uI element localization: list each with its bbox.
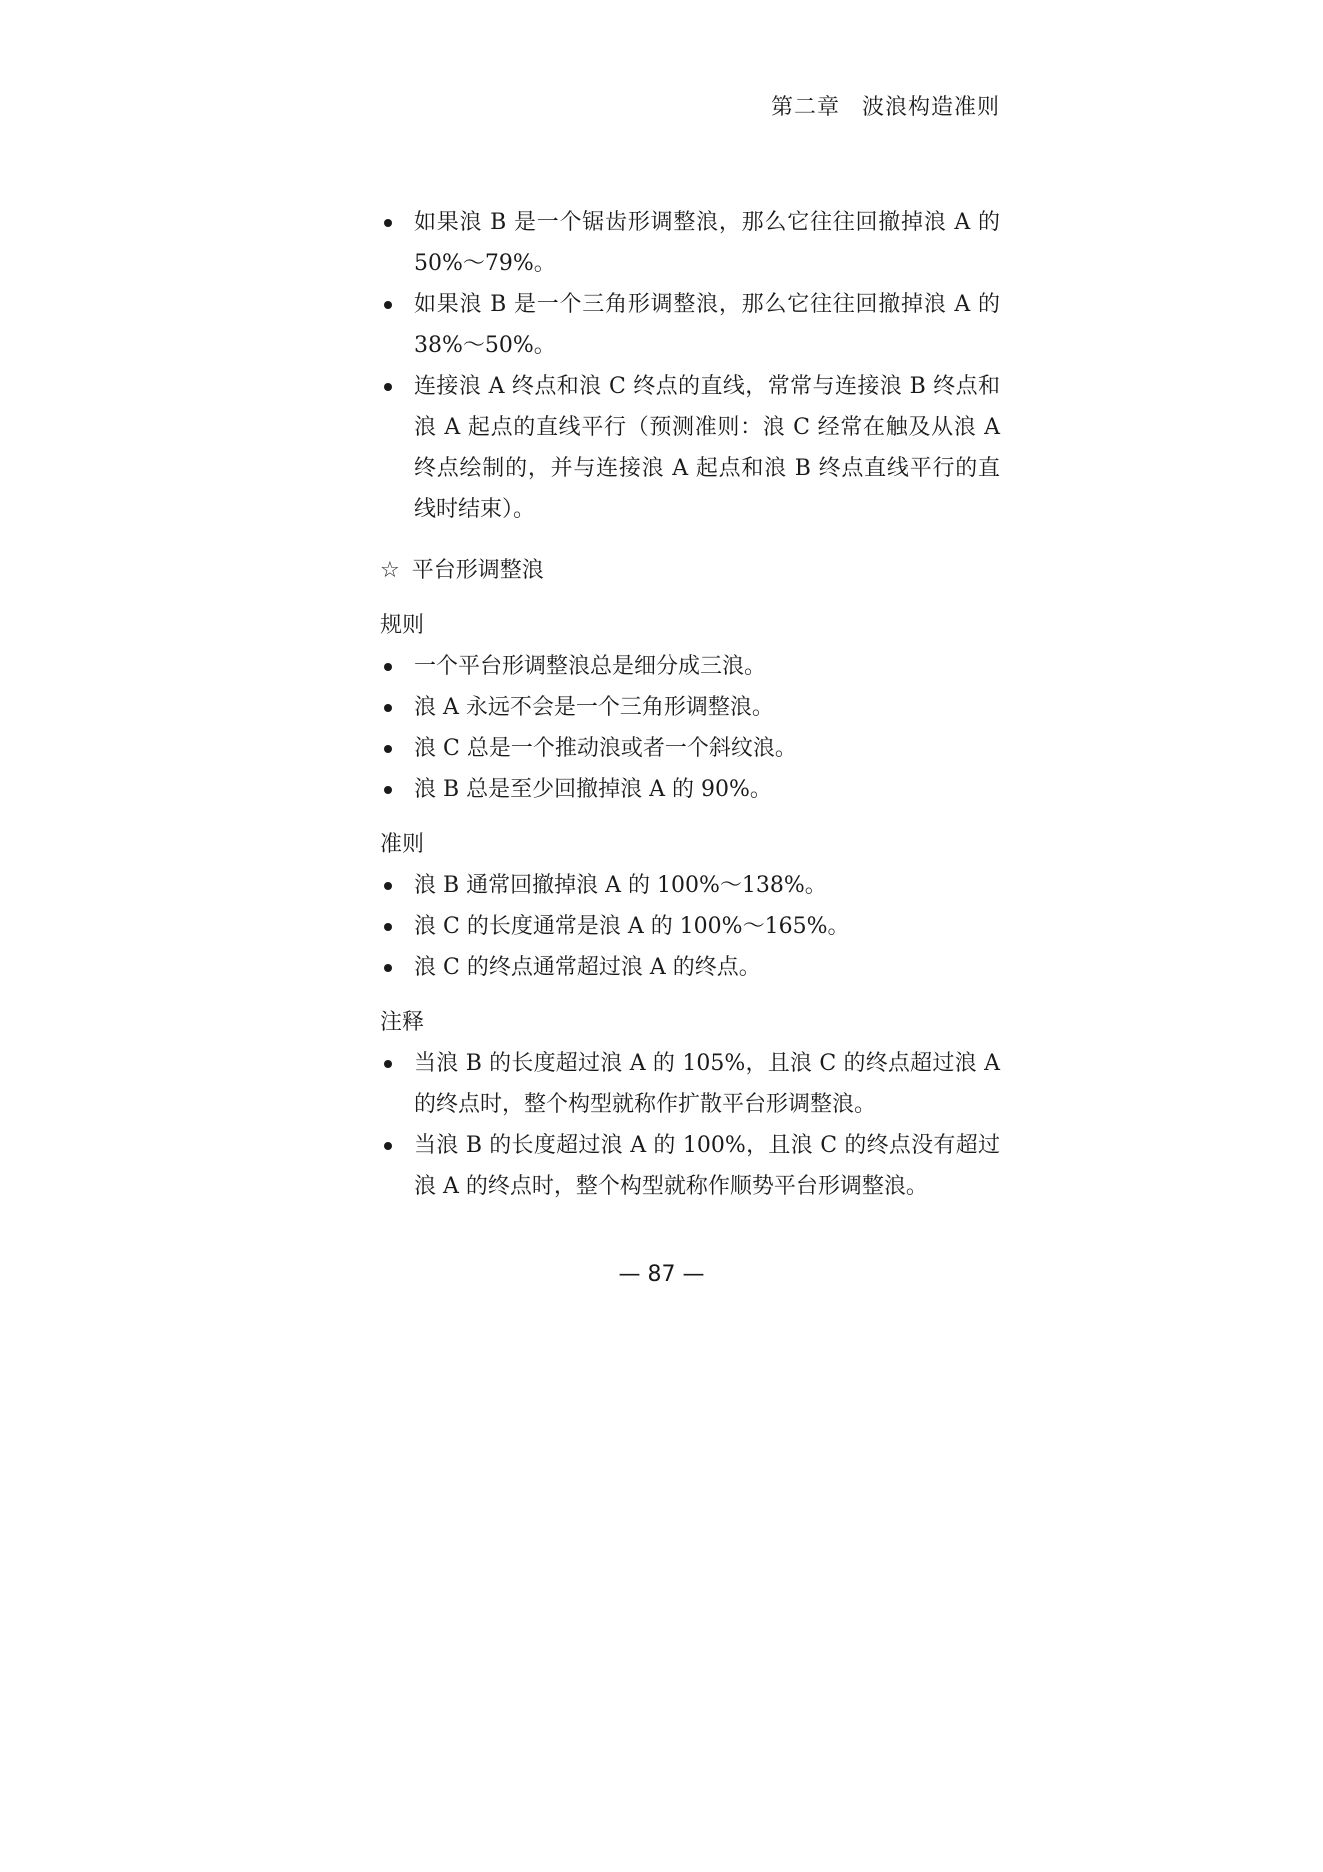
intro-bullet-list: [380, 202, 1000, 530]
notes-heading: 注释: [380, 1010, 425, 1035]
list-item: [380, 865, 1000, 906]
section-title: 平台形调整浪: [411, 558, 544, 583]
chapter-label: 第二章: [770, 95, 840, 120]
bullet-icon: [384, 301, 392, 309]
bullet-icon: [384, 663, 392, 671]
guidelines-heading: 准则: [380, 832, 425, 857]
page-body: [380, 202, 1000, 1207]
list-item-text: 如果浪 B 是一个三角形调整浪，那么它往往回撤掉浪 A 的 38%～50%。: [414, 292, 1000, 358]
list-item: [380, 284, 1000, 366]
bullet-icon: [384, 383, 392, 391]
list-item-text: 如果浪 B 是一个锯齿形调整浪，那么它往往回撤掉浪 A 的 50%～79%。: [414, 210, 1000, 276]
list-item: [380, 906, 1000, 947]
bullet-icon: [384, 219, 392, 227]
list-item-text: 浪 C 总是一个推动浪或者一个斜纹浪。: [414, 736, 797, 761]
section-heading: [380, 550, 1000, 591]
list-item-text: 浪 B 总是至少回撤掉浪 A 的 90%。: [414, 777, 772, 802]
bullet-icon: [384, 1142, 392, 1150]
list-item: [380, 366, 1000, 530]
list-item: [380, 1043, 1000, 1125]
bullet-icon: [384, 923, 392, 931]
rules-heading: 规则: [380, 613, 425, 638]
bullet-icon: [384, 704, 392, 712]
list-item-text: 当浪 B 的长度超过浪 A 的 105%，且浪 C 的终点超过浪 A 的终点时，整个构型就称作扩散平台形调整浪。: [414, 1051, 1000, 1117]
bullet-icon: [384, 882, 392, 890]
list-item: [380, 1125, 1000, 1207]
list-item-text: 浪 B 通常回撤掉浪 A 的 100%～138%。: [414, 873, 827, 898]
list-item-text: 浪 A 永远不会是一个三角形调整浪。: [414, 695, 774, 720]
rules-list: [380, 646, 1000, 810]
bullet-icon: [384, 745, 392, 753]
list-item: [380, 947, 1000, 988]
running-header: [771, 90, 1000, 121]
guidelines-list: [380, 865, 1000, 988]
list-item-text: 连接浪 A 终点和浪 C 终点的直线，常常与连接浪 B 终点和浪 A 起点的直线平行（预测准则：浪 C 经常在触及从浪 A 终点绘制的，并与连接浪 A 起点和浪 B 终点直线平行的直线时结束）。: [414, 374, 1000, 522]
list-item-text: 当浪 B 的长度超过浪 A 的 100%，且浪 C 的终点没有超过浪 A 的终点时，整个构型就称作顺势平台形调整浪。: [414, 1133, 1000, 1199]
list-item: [380, 769, 1000, 810]
list-item: [380, 202, 1000, 284]
list-item: [380, 646, 1000, 687]
bullet-icon: [384, 786, 392, 794]
star-icon: ☆: [380, 558, 400, 583]
notes-list: [380, 1043, 1000, 1207]
chapter-title: 波浪构造准则: [861, 95, 1000, 120]
list-item: [380, 687, 1000, 728]
list-item-text: 浪 C 的终点通常超过浪 A 的终点。: [414, 955, 761, 980]
list-item-text: 一个平台形调整浪总是细分成三浪。: [414, 654, 767, 679]
bullet-icon: [384, 964, 392, 972]
list-item-text: 浪 C 的长度通常是浪 A 的 100%～165%。: [414, 914, 850, 939]
list-item: [380, 728, 1000, 769]
bullet-icon: [384, 1060, 392, 1068]
page-number: — 87 —: [618, 1262, 705, 1287]
